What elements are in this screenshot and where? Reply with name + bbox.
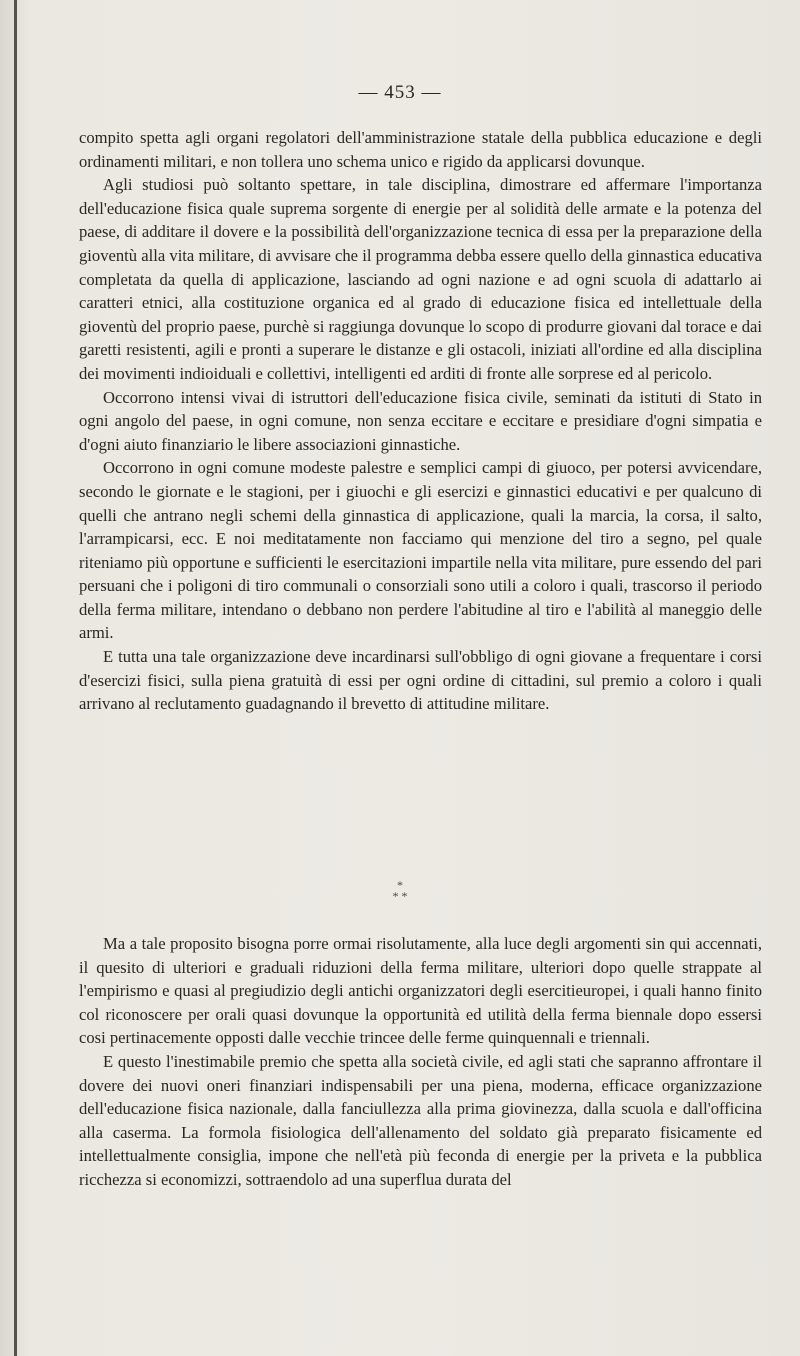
paragraph: Ma a tale proposito bisogna porre ormai risolutamente, alla luce degli argomenti sin qui accennati, il quesito di ulteriori e graduali riduzioni della ferma militare, ulteriori dopo quelle strappate al l'empirismo e quasi al pregiudizio degli antichi organizzatori degli esercitieuropei, i quali hanno finito col riconoscere per orali quasi dovunque la opportunità ed utilità della ferma biennale dopo essersi cosi pertinacemente opposti dalle vecchie trincee delle ferme quinquennali e triennali. (79, 934, 762, 1048)
asterism-top: * (397, 878, 403, 892)
paragraph: Occorrono intensi vivai di istruttori dell'educazione fisica civile, seminati da istituti di Stato in ogni angolo del paese, in ogni comune, non senza eccitare e eccitare e presidiare d'ogni simpatia e d'ogni aiuto finanziario le libere associazioni ginnastiche. (79, 387, 762, 454)
paragraph: Occorrono in ogni comune modeste palestre e semplici campi di giuoco, per potersi avvicendare, secondo le giornate e le stagioni, per i giuochi e gli esercizi e ginnastici educativi e per qualcuno di quelli che antrano negli schemi della ginnastica di applicazione, quali la marcia, la corsa, il salto, l'arrampicarsi, ecc. E noi meditatamente non facciamo qui menzione del tiro a segno, pel quale riteniamo più opportune e sufficienti le esercitazioni impartile nella vita militare, pure essendo del pari persuani che i poligoni di tiro communali o consorziali sono utili a coloro i quali, trascorso il periodo della ferma militare, intendano o debbano non perdere l'abitudine al tiro e l'abilità al maneggio delle armi. (79, 458, 762, 643)
binding-edge (14, 0, 17, 1356)
section-separator (0, 880, 800, 902)
paragraph: compito spetta agli organi regolatori dell'amministrazione statale della pubblica educazione e degli ordinamenti militari, e non tollera uno schema unico e rigido da applicarsi dovunque. (79, 128, 762, 171)
paragraph: Agli studiosi può soltanto spettare, in tale disciplina, dimostrare ed affermare l'importanza dell'educazione fisica quale suprema sorgente di energie per al solidità delle armate e la potenza del paese, di additare il dovere e la possibilità dell'organizzazione tecnica di essa per la preparazione della gioventù alla vita militare, di avvisare che il programma debba essere quello della ginnastica educativa completata da quella di applicazione, lasciando ad ogni nazione e ad ogni scuola di adattarlo ai caratteri etnici, alla costituzione organica ed al grado di educazione fisica ed intellettuale della gioventù del proprio paese, purchè si raggiunga dovunque lo scopo di produrre giovani dal torace e dai garetti resistenti, agili e pronti a superare le distanze e gli ostacoli, iniziati all'ordine ed alla disciplina dei movimenti indioiduali e collettivi, intelligenti ed arditi di fronte alle sorprese ed al pericolo. (79, 175, 762, 383)
asterism-bottom: * * (392, 889, 408, 903)
text-section-1 (79, 126, 762, 716)
paragraph: E tutta una tale organizzazione deve incardinarsi sull'obbligo di ogni giovane a frequentare i corsi d'esercizi fisici, sulla piena gratuità di essi per ogni ordine di cittadini, sul premio a coloro i quali arrivano al reclutamento guadagnando il brevetto di attitudine militare. (79, 647, 762, 714)
page-number: — 453 — (358, 82, 442, 103)
text-section-2 (79, 932, 762, 1192)
paragraph: E questo l'inestimabile premio che spetta alla società civile, ed agli stati che sapranno affrontare il dovere dei nuovi oneri finanziari indispensabili per una piena, moderna, efficace organizzazione dell'educazione fisica nazionale, dalla fanciullezza alla prima giovinezza, dalla scuola e dall'officina alla caserma. La formola fisiologica dell'allenamento del soldato già preparato fisicamente ed intellettualmente consiglia, impone che nell'età più feconda di energie per la priveta e la pubblica ricchezza si economizzi, sottraendolo ad una superflua durata del (79, 1051, 762, 1189)
